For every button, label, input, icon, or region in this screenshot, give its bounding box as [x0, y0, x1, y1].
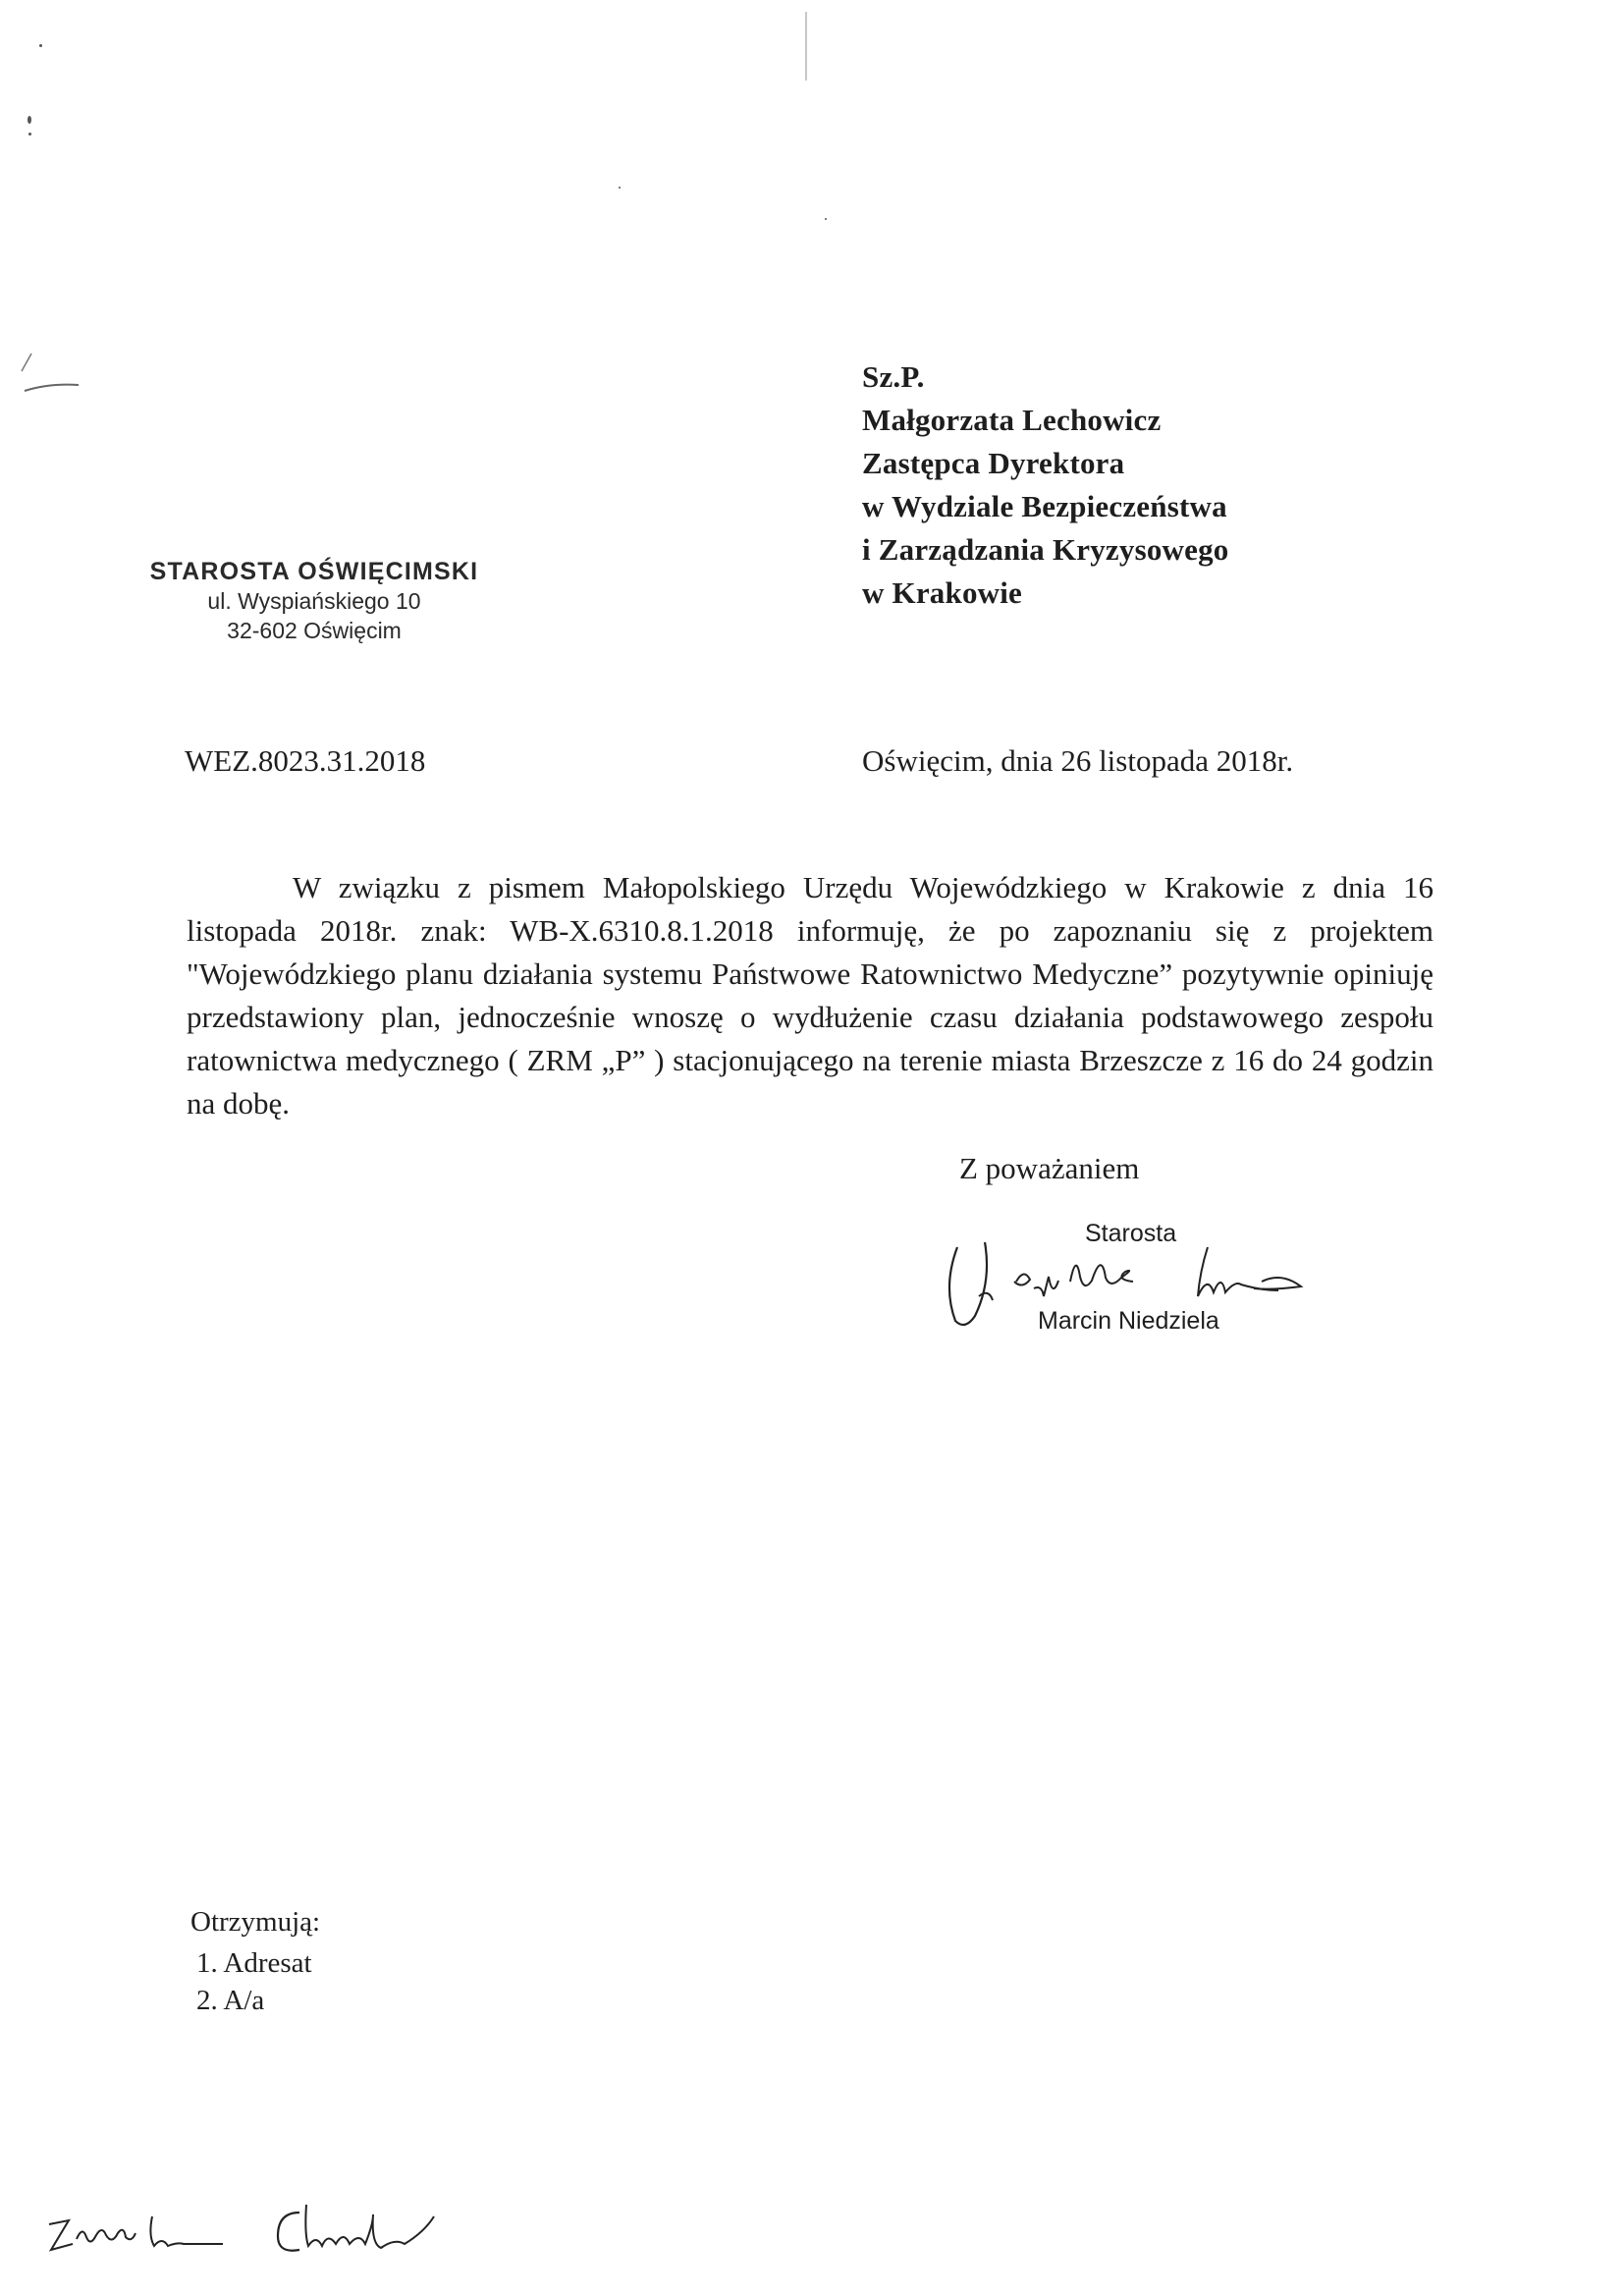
letter-body: W związku z pismem Małopolskiego Urzędu Wojewódzkiego w Krakowie z dnia 16 listopada 2018r. znak: WB-X.6310.8.1.2018 informuję, że po zapoznaniu się z projektem "Wojewódzkiego planu działania systemu Państwowe Ratownictwo Medyczne” pozytywnie opiniuję przedstawiony plan, jednocześnie wnoszę o wydłużenie czasu działania podstawowego zespołu ratownictwa medycznego ( ZRM „P” ) stacjonującego na terenie miasta Brzeszcze z 16 do 24 godzin na dobę.: [187, 870, 1434, 1121]
stamp-street: ul. Wyspiańskiego 10: [207, 588, 421, 614]
document-reference: WEZ.8023.31.2018: [185, 743, 426, 778]
scan-speck: [825, 218, 827, 220]
scan-fold-line: [805, 12, 807, 81]
stamp-title: STAROSTA OŚWIĘCIMSKI: [149, 558, 479, 585]
handwritten-note: [39, 2195, 471, 2273]
scan-speck: [28, 133, 31, 136]
scan-speck: [27, 116, 31, 124]
recipient-item: 2. A/a: [196, 1985, 265, 2016]
recipients-list: [196, 1944, 312, 2019]
signatory-name: Marcin Niedziela: [1038, 1307, 1219, 1335]
recipient-position: Zastępca Dyrektora: [862, 446, 1125, 480]
recipient-department-cont: i Zarządzania Kryzysowego: [862, 532, 1229, 567]
handwritten-signature: [938, 1228, 1350, 1355]
recipients-title: Otrzymują:: [190, 1906, 321, 1938]
signature-title: Starosta: [1085, 1220, 1177, 1247]
scan-speck: [39, 44, 42, 47]
closing-phrase: Z poważaniem: [959, 1151, 1140, 1185]
stamp-city: 32-602 Oświęcim: [227, 618, 402, 643]
sender-stamp: [147, 557, 481, 645]
recipient-department: w Wydziale Bezpieczeństwa: [862, 489, 1227, 523]
recipient-name: Małgorzata Lechowicz: [862, 403, 1162, 437]
recipient-salutation: Sz.P.: [862, 359, 925, 394]
scan-speck: [619, 187, 621, 189]
date-place: Oświęcim, dnia 26 listopada 2018r.: [862, 743, 1294, 778]
recipient-address: [862, 355, 1229, 615]
scan-mark: [20, 314, 88, 393]
recipient-item: 1. Adresat: [196, 1947, 312, 1979]
recipient-city: w Krakowie: [862, 575, 1023, 610]
